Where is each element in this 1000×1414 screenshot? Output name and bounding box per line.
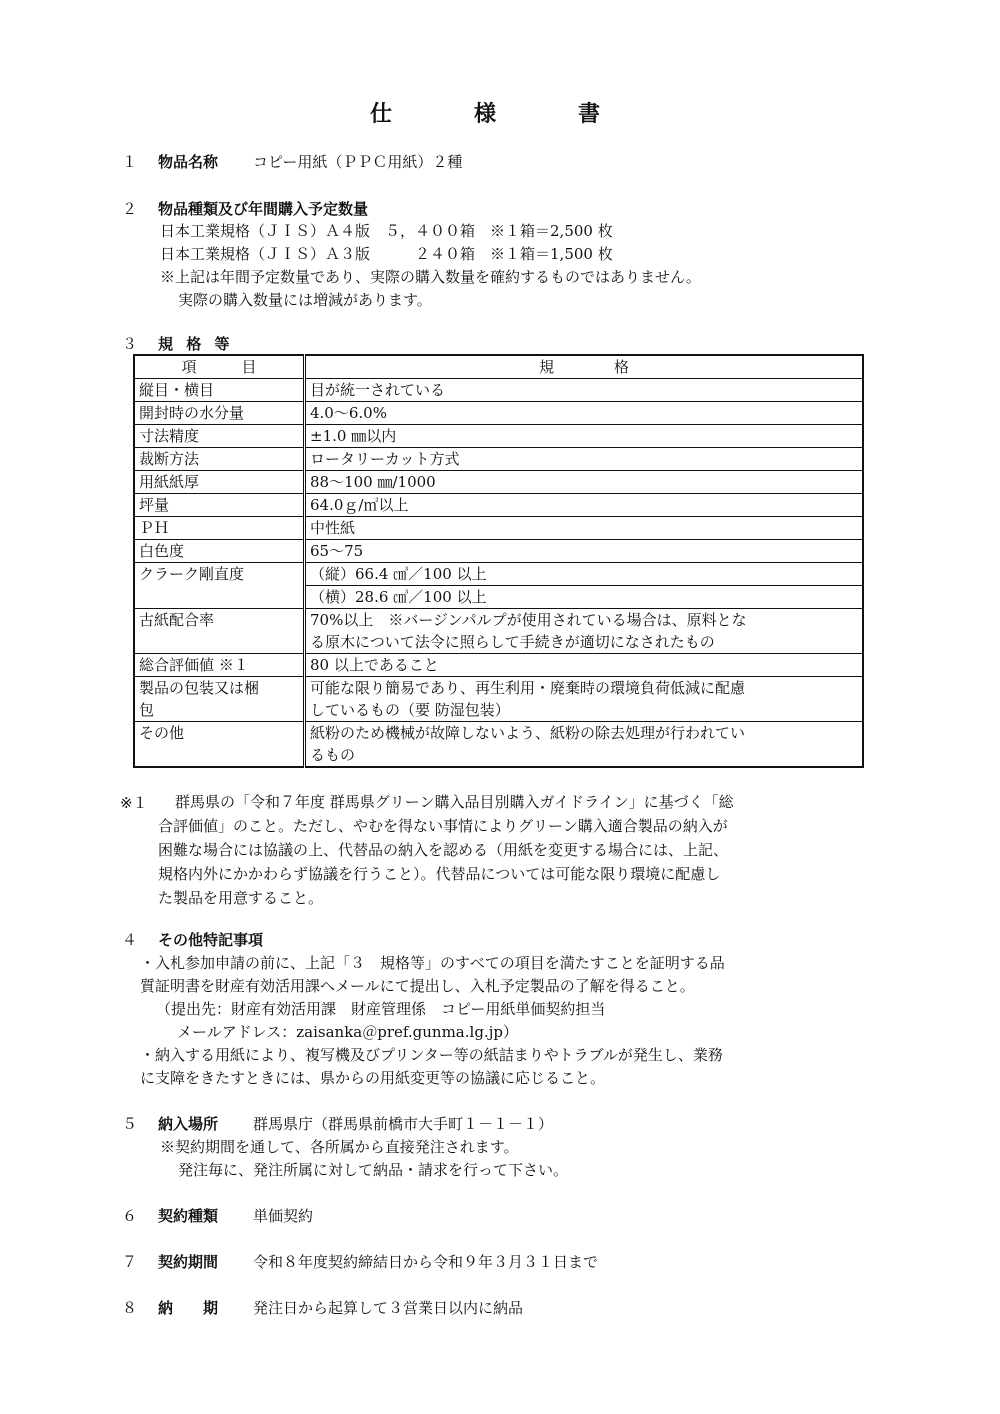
note-1-mark: ※１ <box>120 794 148 812</box>
table-row <box>134 654 863 677</box>
spec-value: 64.0ｇ/㎡以上 <box>305 494 864 517</box>
table-row <box>134 677 863 722</box>
table-row <box>134 517 863 540</box>
section-1-heading: 物品名称 <box>158 153 219 171</box>
note-1-line: た製品を用意すること。 <box>158 889 324 907</box>
section-7-heading: 契約期間 <box>158 1253 219 1271</box>
spec-header-item: 項 目 <box>134 355 305 379</box>
spec-value-packaging <box>305 677 864 722</box>
spec-header-spec: 規 格 <box>305 355 864 379</box>
spec-value: 4.0～6.0% <box>305 402 864 425</box>
section-2-line: 実際の購入数量には増減があります。 <box>178 291 432 309</box>
spec-item-packaging <box>134 677 305 722</box>
section-4-email-line: メールアドレス：zaisanka＠pref.gunma.lg.jp） <box>177 1023 518 1041</box>
spec-item: 開封時の水分量 <box>134 402 305 425</box>
section-5-heading: 納入場所 <box>158 1115 219 1133</box>
section-4-heading: その他特記事項 <box>158 931 264 949</box>
spec-value: 中性紙 <box>305 517 864 540</box>
section-2-line: ※上記は年間予定数量であり、実際の購入数量を確約するものではありません。 <box>160 268 701 286</box>
spec-value-overall: 80 以上であること <box>305 654 864 677</box>
section-8-number: ８ <box>122 1299 138 1317</box>
spec-value-clark-horizontal: （横）28.6 ㎤／100 以上 <box>305 586 864 609</box>
section-4-line: 質証明書を財産有効活用課へメールにて提出し、入札予定製品の了解を得ること。 <box>140 977 695 995</box>
section-6-heading: 契約種類 <box>158 1207 219 1225</box>
note-1-line: 規格内外にかかわらず協議を行うこと）。代替品については可能な限り環境に配慮し <box>158 865 721 883</box>
spec-value: ±1.0 ㎜以内 <box>305 425 864 448</box>
spec-value: 目が統一されている <box>305 379 864 402</box>
section-4-line: に支障をきたすときには、県からの用紙変更等の協議に応じること。 <box>140 1069 606 1087</box>
note-1-line: 合評価値」のこと。ただし、やむを得ない事情によりグリーン購入適合製品の納入が <box>158 817 728 835</box>
table-row <box>134 494 863 517</box>
section-6-text: 単価契約 <box>253 1207 314 1225</box>
section-4-line: （提出先：財産有効活用課 財産管理係 コピー用紙単価契約担当 <box>156 1000 606 1018</box>
spec-item-overall: 総合評価値 ※１ <box>134 654 305 677</box>
spec-item: 坪量 <box>134 494 305 517</box>
spec-item-other: その他 <box>134 722 305 768</box>
spec-value-line: る原木について法令に照らして手続きが適切になされたもの <box>310 633 715 651</box>
spec-value-line: 可能な限り簡易であり、再生利用・廃棄時の環境負荷低減に配慮 <box>310 679 746 697</box>
section-1-number: １ <box>122 153 138 171</box>
table-row <box>134 402 863 425</box>
spec-table <box>133 354 864 768</box>
spec-item-line: 製品の包装又は梱 <box>139 679 260 697</box>
section-2-line: 日本工業規格（ＪＩＳ）Ａ３版 ２４０箱 ※１箱＝1,500 枚 <box>160 245 613 263</box>
table-row <box>134 471 863 494</box>
section-7-number: ７ <box>122 1253 138 1271</box>
section-7-text: 令和８年度契約締結日から令和９年３月３１日まで <box>253 1253 599 1271</box>
section-2-line: 日本工業規格（ＪＩＳ）Ａ４版 ５，４００箱 ※１箱＝2,500 枚 <box>160 222 613 240</box>
note-1-line: 困難な場合には協議の上、代替品の納入を認める（用紙を変更する場合には、上記、 <box>158 841 729 859</box>
spec-value-line: 紙粉のため機械が故障しないよう、紙粉の除去処理が行われてい <box>310 724 746 742</box>
table-row <box>134 563 863 586</box>
section-2-number: ２ <box>122 200 138 218</box>
section-6-number: ６ <box>122 1207 138 1225</box>
spec-table-header-row <box>134 355 863 379</box>
spec-value-recycled <box>305 609 864 654</box>
section-4-line: ・入札参加申請の前に、上記「３ 規格等」のすべての項目を満たすことを証明する品 <box>140 954 725 972</box>
section-5-line: ※契約期間を通して、各所属から直接発注されます。 <box>160 1138 519 1156</box>
note-1-text <box>158 790 734 910</box>
table-row <box>134 448 863 471</box>
spec-value: 65～75 <box>305 540 864 563</box>
spec-value-line: るもの <box>310 746 356 764</box>
section-2-heading: 物品種類及び年間購入予定数量 <box>158 200 369 218</box>
section-5-line: 発注毎に、発注所属に対して納品・請求を行って下さい。 <box>178 1161 569 1179</box>
spec-item: 縦目・横目 <box>134 379 305 402</box>
spec-value-line: しているもの（要 防湿包装） <box>310 701 510 719</box>
section-5-number: ５ <box>122 1115 138 1133</box>
table-row <box>134 379 863 402</box>
section-3-number: ３ <box>122 335 138 353</box>
document-title: 仕 様 書 <box>369 101 630 127</box>
spec-item: 寸法精度 <box>134 425 305 448</box>
table-row <box>134 425 863 448</box>
section-8-heading: 納 期 <box>158 1299 219 1317</box>
table-row <box>134 722 863 768</box>
section-5-text: 群馬県庁（群馬県前橋市大手町１－１－１） <box>253 1115 554 1133</box>
section-4-line: ・納入する用紙により、複写機及びプリンター等の紙詰まりやトラブルが発生し、業務 <box>140 1046 723 1064</box>
spec-item: 用紙紙厚 <box>134 471 305 494</box>
spec-value-line: 70%以上 ※バージンパルプが使用されている場合は、原料とな <box>310 611 747 629</box>
spec-item: 白色度 <box>134 540 305 563</box>
spec-item: ＰＨ <box>134 517 305 540</box>
spec-item-recycled: 古紙配合率 <box>134 609 305 654</box>
spec-value-other <box>305 722 864 768</box>
spec-value: 88～100 ㎜/1000 <box>305 471 864 494</box>
table-row <box>134 609 863 654</box>
spec-item: 裁断方法 <box>134 448 305 471</box>
note-1-line: 群馬県の「令和７年度 群馬県グリーン購入品目別購入ガイドライン」に基づく「総 <box>175 793 734 811</box>
section-4-number: ４ <box>122 931 138 949</box>
spec-value-clark-vertical: （縦）66.4 ㎤／100 以上 <box>305 563 864 586</box>
spec-value: ロータリーカット方式 <box>305 448 864 471</box>
section-8-text: 発注日から起算して３営業日以内に納品 <box>253 1299 524 1317</box>
spec-item-line: 包 <box>139 701 155 719</box>
table-row <box>134 540 863 563</box>
section-3-heading: 規 格 等 <box>158 335 234 353</box>
section-1-text: コピー用紙（ＰＰＣ用紙）２種 <box>253 153 463 171</box>
spec-item-clark: クラーク剛直度 <box>134 563 305 609</box>
